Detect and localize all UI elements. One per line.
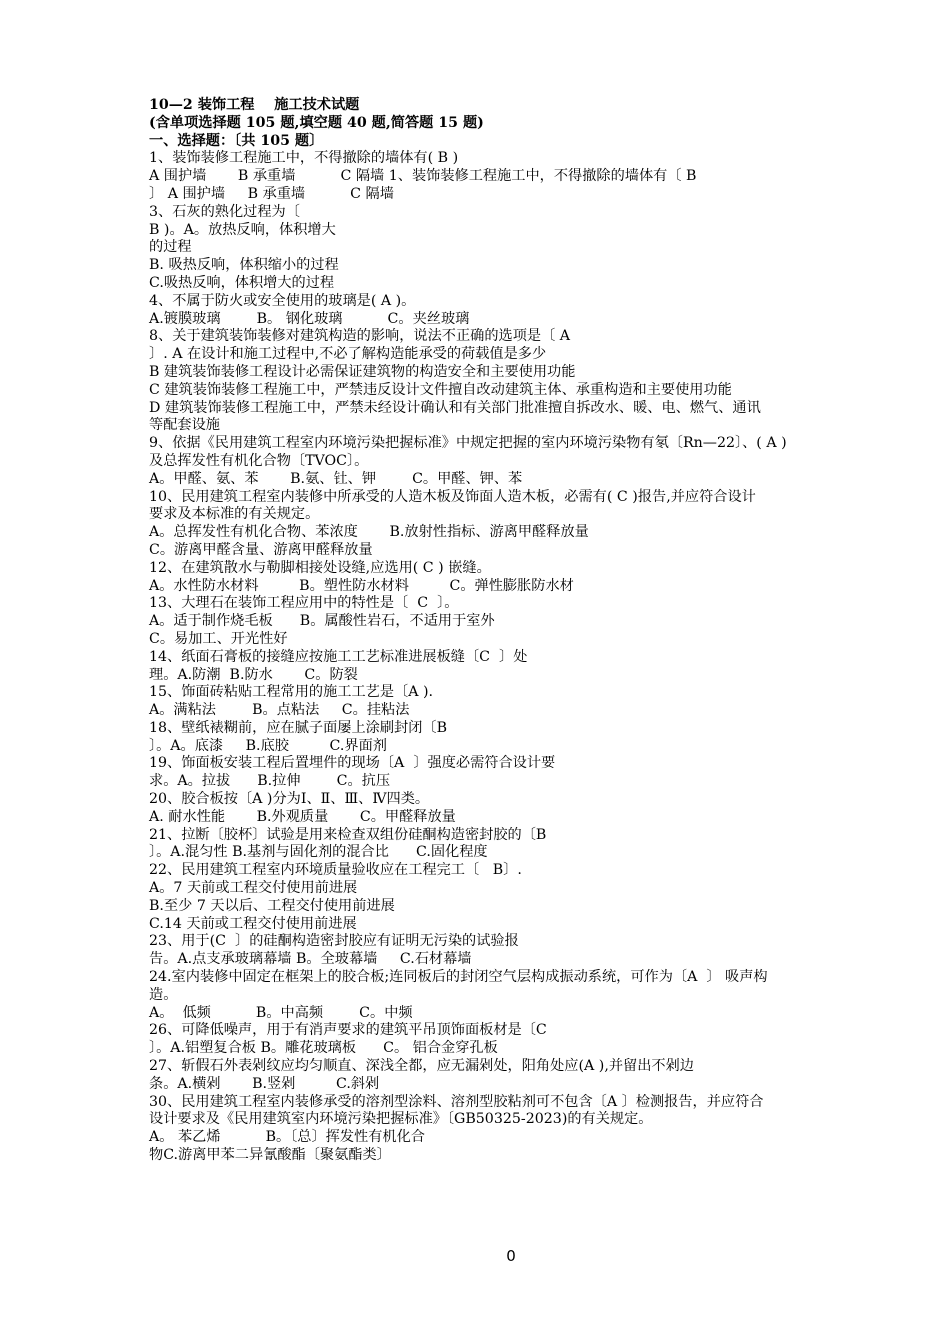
text-line: 设计要求及《民用建筑室内环境污染把握标准》〔GB50325-2023)的有关规定。 — [149, 1111, 653, 1128]
text-line: 14、纸面石膏板的接缝应按施工工艺标准进展板缝〔C 〕处 — [149, 648, 528, 665]
text-line: 12、在建筑散水与勒脚相接处设缝,应选用( C ) 嵌缝。 — [149, 559, 491, 576]
text-line: C 建筑装饰装修工程施工中，严禁违反设计文件擅自改动建筑主体、承重构造和主要使用功能 — [149, 381, 732, 398]
text-line: A.镀膜玻璃 B。 钢化玻璃 C。夹丝玻璃 — [149, 310, 470, 327]
text-line: 13、大理石在装饰工程应用中的特性是〔 C 〕。 — [149, 595, 459, 612]
text-line: C。游离甲醛含量、游离甲醛释放量 — [149, 541, 373, 558]
text-line: A。水性防水材料 B。塑性防水材料 C。弹性膨胀防水材 — [149, 577, 574, 594]
text-line: A。 苯乙烯 B。〔总〕挥发性有机化合 — [149, 1129, 425, 1146]
text-line: B 建筑装饰装修工程设计必需保证建筑物的构造安全和主要使用功能 — [149, 363, 576, 380]
section-heading: 一、选择题：〔共 105 题〕 — [149, 132, 324, 149]
text-line: 19、饰面板安装工程后置埋件的现场〔A 〕强度必需符合设计要 — [149, 755, 556, 772]
text-line: 〕。A.混匀性 B.基剂与固化剂的混合比 C.固化程度 — [149, 844, 488, 861]
document-body — [149, 97, 879, 1165]
document-title: 10—2 装饰工程 施工技术试题 — [149, 97, 360, 113]
text-line: A。满粘法 B。点粘法 C。挂粘法 — [149, 702, 410, 719]
text-line: 9、依据《民用建筑工程室内环境污染把握标准》中规定把握的室内环境污染物有氡〔Rn—22〕、( A ) — [149, 435, 787, 452]
text-line: B )。A。放热反响，体积增大 — [149, 221, 336, 238]
text-line: 27、斩假石外表剁纹应均匀顺直、深浅全都，应无漏剁处，阳角处应(A ),并留出不剁边 — [149, 1058, 694, 1075]
text-line: 10、民用建筑工程室内装修中所承受的人造木板及饰面人造木板，必需有( C )报告,并应符合设计 — [149, 488, 756, 505]
text-line: C.吸热反响，体积增大的过程 — [149, 274, 335, 291]
page-number: 0 — [506, 1247, 516, 1265]
text-line: 15、饰面砖粘贴工程常用的施工工艺是〔A ). — [149, 684, 434, 701]
text-line: C.14 天前或工程交付使用前进展 — [149, 915, 357, 932]
text-line: 〕. A 在设计和施工过程中,不必了解构造能承受的荷载值是多少 — [149, 346, 547, 363]
text-line: A。 低频 B。中高频 C。中频 — [149, 1004, 413, 1021]
text-line: 的过程 — [149, 239, 192, 256]
text-line: 〕。A。底漆 B.底胶 C.界面剂 — [149, 737, 387, 754]
text-line: D 建筑装饰装修工程施工中，严禁未经设计确认和有关部门批准擅自拆改水、暖、电、燃气、通讯 — [149, 399, 761, 416]
text-line: 26、可降低噪声，用于有消声要求的建筑平吊顶饰面板材是〔C — [149, 1022, 547, 1039]
text-line: 24.室内装修中固定在框架上的胶合板;连同板后的封闭空气层构成振动系统，可作为〔A 〕 吸声构 — [149, 969, 768, 986]
text-line: A。甲醛、氨、苯 B.氨、钍、钾 C。甲醛、钾、苯 — [149, 470, 523, 487]
text-line: 23、用于(C 〕的硅酮构造密封胶应有证明无污染的试验报 — [149, 933, 519, 950]
text-line: 〕。A.铝塑复合板 B。雕花玻璃板 C。 铝合金穿孔板 — [149, 1040, 498, 1057]
text-line: 造。 — [149, 986, 178, 1003]
text-line: A。总挥发性有机化合物、苯浓度 B.放射性指标、游离甲醛释放量 — [149, 524, 589, 541]
text-line: 21、拉断〔胶杯〕试验是用来检查双组份硅酮构造密封胶的〔B — [149, 826, 547, 843]
document-subtitle: (含单项选择题 105 题,填空题 40 题,简答题 15 题) — [149, 114, 484, 131]
text-line: 4、不属于防火或安全使用的玻璃是( A )。 — [149, 292, 416, 309]
text-line: 8、关于建筑装饰装修对建筑构造的影响，说法不正确的选项是〔 A — [149, 328, 571, 345]
text-line: 理。A.防潮 B.防水 C。防裂 — [149, 666, 358, 683]
text-line: 20、胶合板按〔A )分为Ⅰ、Ⅱ、Ⅲ、Ⅳ四类。 — [149, 791, 430, 808]
text-line: 物C.游离甲苯二异氰酸酯〔聚氨酯类〕 — [149, 1147, 391, 1164]
text-line: 3、石灰的熟化过程为〔 — [149, 203, 300, 220]
text-line: A 围护墙 B 承重墙 C 隔墙 1、装饰装修工程施工中，不得撤除的墙体有〔 B — [149, 168, 697, 185]
text-line: 〕 A 围护墙 B 承重墙 C 隔墙 — [149, 185, 394, 202]
text-line: A。适于制作烧毛板 B。属酸性岩石，不适用于室外 — [149, 613, 495, 630]
text-line: B.至少 7 天以后、工程交付使用前进展 — [149, 897, 395, 914]
text-line: 及总挥发性有机化合物〔TVOC〕。 — [149, 452, 369, 469]
text-line: A。7 天前或工程交付使用前进展 — [149, 880, 358, 897]
text-line: B. 吸热反响，体积缩小的过程 — [149, 257, 339, 274]
text-line: 等配套设施 — [149, 417, 220, 434]
text-line: 22、民用建筑工程室内环境质量验收应在工程完工〔 B〕. — [149, 862, 522, 879]
text-line: 30、民用建筑工程室内装修承受的溶剂型涂料、溶剂型胶粘剂可不包含〔A 〕检测报告，并应符合 — [149, 1093, 764, 1110]
text-line: 1、装饰装修工程施工中，不得撤除的墙体有( B ) — [149, 150, 459, 167]
text-line: 18、壁纸裱糊前，应在腻子面屡上涂刷封闭〔B — [149, 719, 448, 736]
text-line: 求。A。拉拔 B.拉伸 C。抗压 — [149, 773, 391, 790]
text-line: 条。A.横剁 B.竖剁 C.斜剁 — [149, 1075, 380, 1092]
text-line: C。易加工、开光性好 — [149, 630, 288, 647]
text-line: 要求及本标准的有关规定。 — [149, 506, 320, 523]
text-line: A. 耐水性能 B.外观质量 C。甲醛释放量 — [149, 808, 456, 825]
text-line: 告。A.点支承玻璃幕墙 B。全玻幕墙 C.石材幕墙 — [149, 951, 472, 968]
